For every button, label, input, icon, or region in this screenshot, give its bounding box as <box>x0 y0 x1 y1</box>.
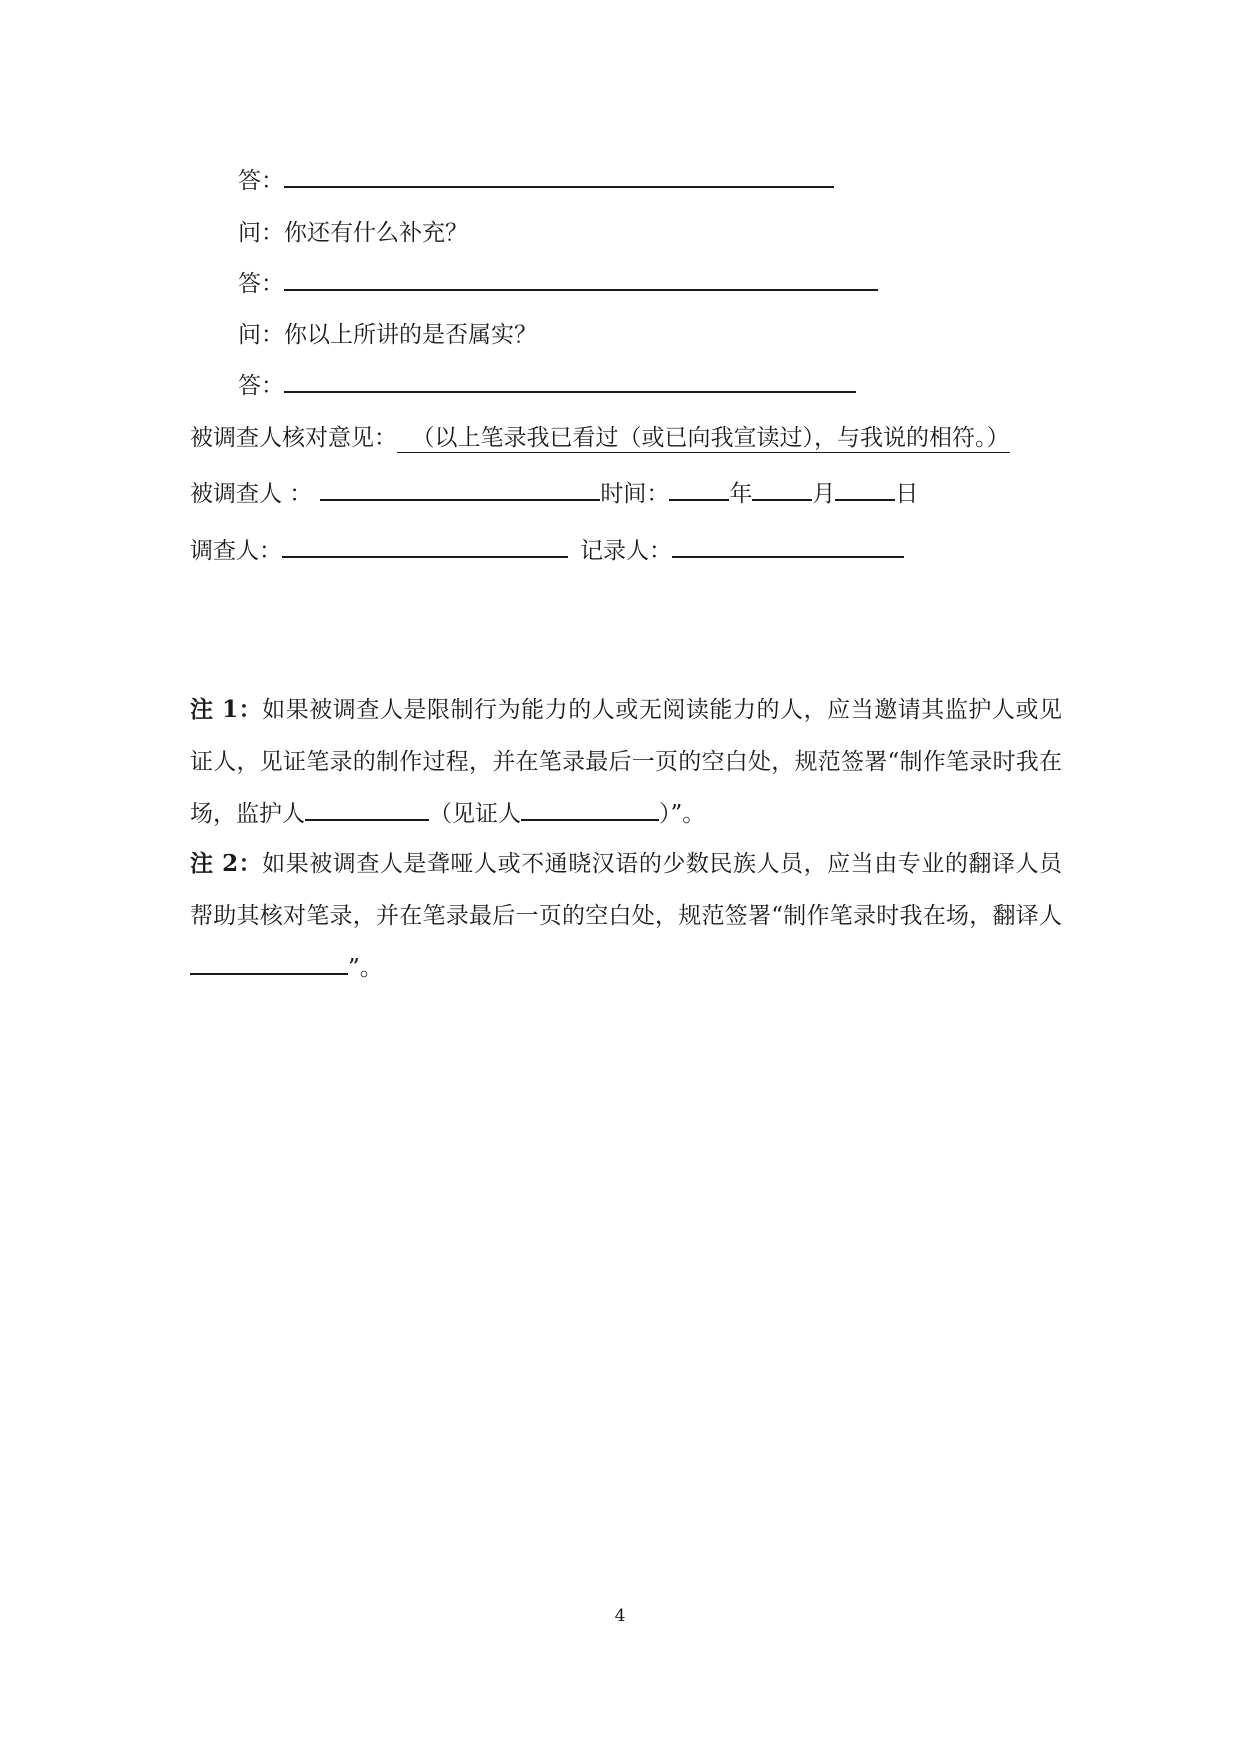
answer-blank[interactable] <box>284 369 856 393</box>
translator-blank[interactable] <box>190 951 348 975</box>
review-label: 被调查人核对意见： <box>190 425 397 451</box>
month-label: 月 <box>812 481 836 507</box>
note-1 <box>190 684 1062 840</box>
note-1-witness: （见证人 <box>429 801 521 827</box>
note-1-close: ）”。 <box>659 801 706 827</box>
question-text: 你以上所讲的是否属实？ <box>284 322 537 348</box>
note-2-text: 如果被调查人是聋哑人或不通晓汉语的少数民族人员，应当由专业的翻译人员帮助其核对笔录，并在笔录最后一页的空白处，规范签署“制作笔录时我在场，翻译人 <box>190 851 1062 929</box>
review-opinion: （以上笔录我已看过（或已向我宣读过），与我说的相符。） <box>397 425 1010 453</box>
year-blank[interactable] <box>669 477 729 501</box>
recorder-signature-blank[interactable] <box>672 534 904 558</box>
investigator-label: 调查人： <box>190 538 282 564</box>
interviewee-label: 被调查人 ： <box>190 481 313 507</box>
question-label: 问： <box>238 322 284 348</box>
time-label: 时间： <box>600 481 670 507</box>
review-line <box>190 418 1010 458</box>
answer-blank[interactable] <box>284 164 834 188</box>
guardian-blank[interactable] <box>305 797 429 821</box>
answer-label: 答： <box>238 168 284 194</box>
question-line-1 <box>238 213 468 253</box>
note-1-text: 如果被调查人是限制行为能力的人或无阅读能力的人，应当邀请其监护人或见证人，见证笔录的制作过程，并在笔录最后一页的空白处，规范签署“制作笔录时我在场，监护人 <box>190 697 1062 827</box>
day-label: 日 <box>895 481 919 507</box>
page-number: 4 <box>614 1606 626 1626</box>
day-blank[interactable] <box>835 477 895 501</box>
note-2-close: ”。 <box>348 955 383 981</box>
interviewee-signature-blank[interactable] <box>320 477 600 501</box>
answer-label: 答： <box>238 271 284 297</box>
signature-row <box>190 474 918 514</box>
note-1-label: 注 1： <box>190 696 263 723</box>
year-label: 年 <box>729 481 753 507</box>
witness-blank[interactable] <box>521 797 659 821</box>
staff-row <box>190 531 904 571</box>
question-label: 问： <box>238 220 284 246</box>
answer-blank[interactable] <box>284 267 878 291</box>
investigator-signature-blank[interactable] <box>282 534 568 558</box>
note-2-label: 注 2： <box>190 850 263 877</box>
answer-line-2 <box>238 264 878 304</box>
answer-label: 答： <box>238 373 284 399</box>
question-text: 你还有什么补充？ <box>284 220 468 246</box>
answer-line-1 <box>238 161 834 201</box>
recorder-label: 记录人： <box>580 538 672 564</box>
answer-line-3 <box>238 366 856 406</box>
note-2 <box>190 838 1062 994</box>
month-blank[interactable] <box>752 477 812 501</box>
question-line-2 <box>238 315 537 355</box>
